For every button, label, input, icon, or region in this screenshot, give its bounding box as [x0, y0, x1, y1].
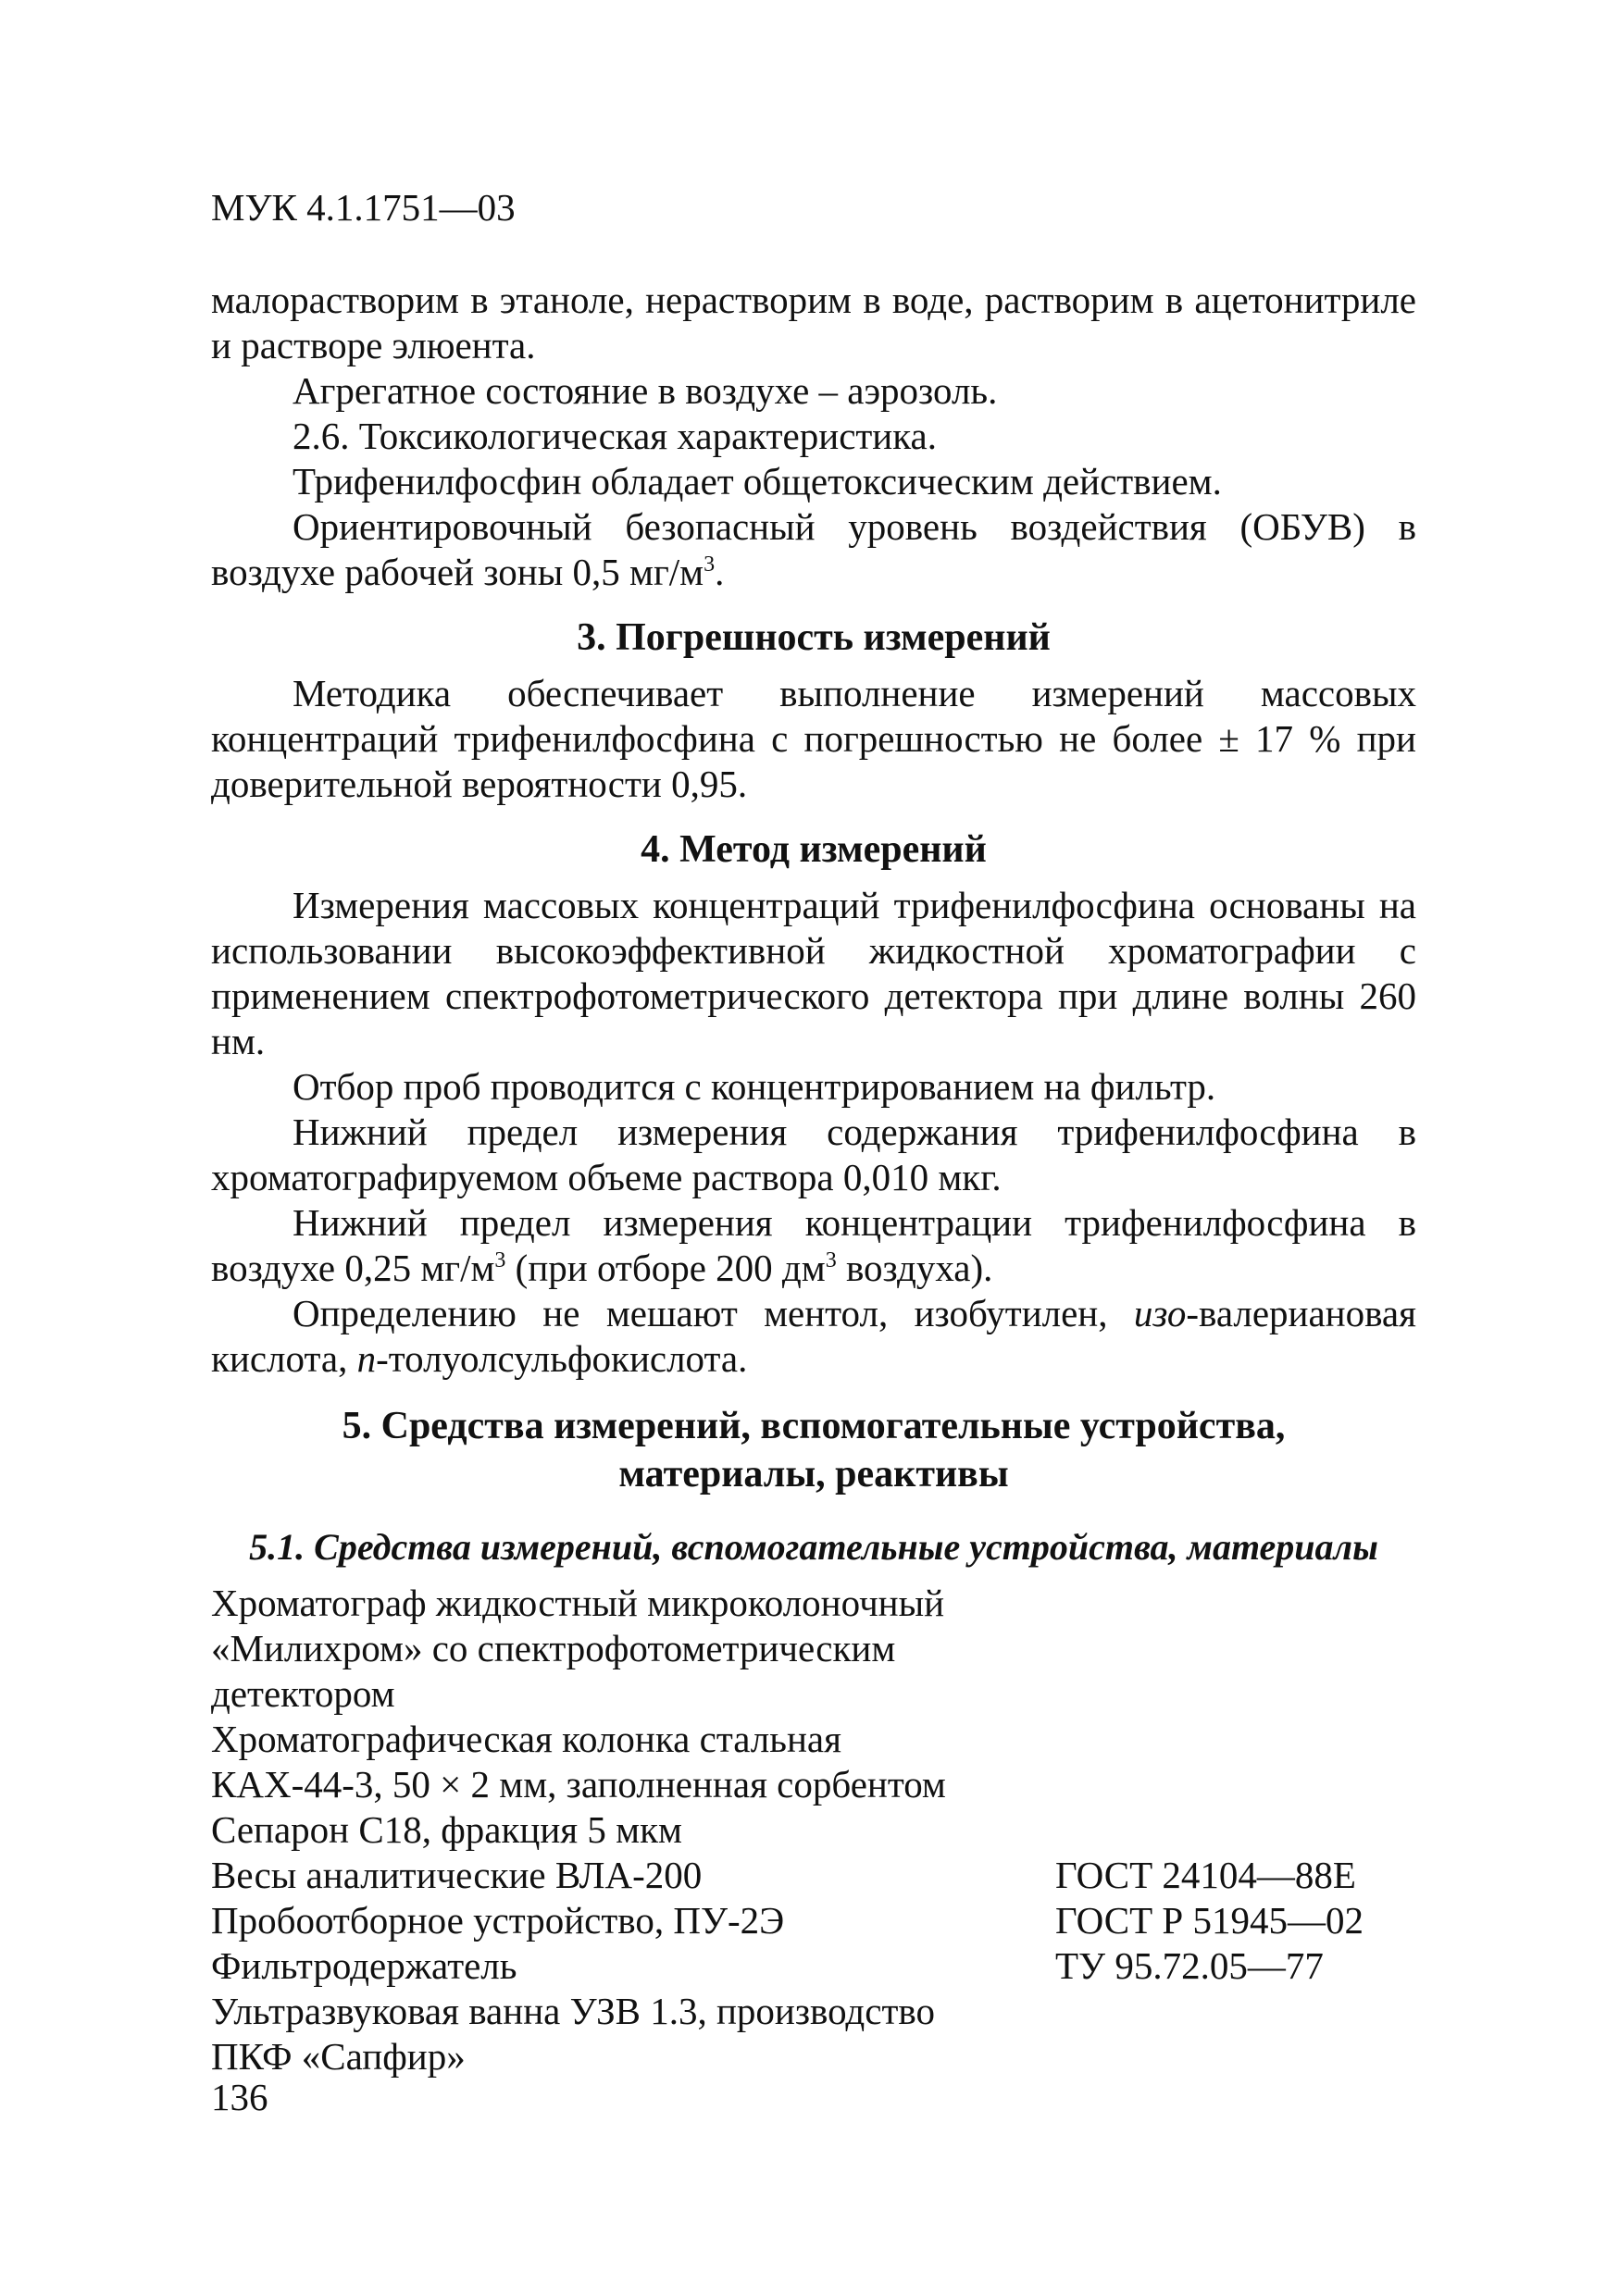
section-5-title-line-2: материалы, реактивы	[618, 1453, 1009, 1496]
p4-text-c: воздуха).	[836, 1247, 993, 1289]
equipment-standard	[1055, 1717, 1416, 1853]
section-4-title: 4. Метод измерений	[641, 828, 987, 871]
page-body	[211, 278, 1416, 2079]
subsection-5-1-title: 5.1. Средства измерений, вспомогательные устройства, материалы	[249, 1526, 1378, 1568]
equipment-row	[211, 1943, 1416, 1989]
paragraph-tox-heading: 2.6. Токсикологическая характеристика.	[293, 415, 937, 457]
section-4-p3: Нижний предел измерения содержания трифенилфосфина в хроматографируемом объеме раствора 0,010 мкг.	[211, 1111, 1416, 1198]
paragraph-aggregate-state: Агрегатное состояние в воздухе – аэрозоль.	[293, 369, 998, 412]
section-4-p4	[211, 1200, 1416, 1291]
equipment-name: Хроматографическая колонка стальная КАХ-44-3, 50 × 2 мм, заполненная сорбентом Сепарон С18, фракция 5 мкм	[211, 1718, 946, 1851]
equipment-name: Хроматограф жидкостный микроколоночный «Милихром» со спектрофотометрическим детектором	[211, 1582, 945, 1715]
obuv-superscript: 3	[704, 552, 716, 577]
p4-text-a: Нижний предел измерения концентрации трифенилфосфина в воздухе 0,25 мг/м	[211, 1201, 1416, 1289]
section-5-title	[211, 1402, 1416, 1498]
document-code: МУК 4.1.1751—03	[211, 186, 516, 229]
paragraph-solubility: малорастворим в этаноле, нерастворим в воде, растворим в ацетонитриле и растворе элюента.	[211, 279, 1416, 366]
p5-text-b: -валериановая кислота,	[211, 1292, 1416, 1380]
equipment-name: Весы аналитические ВЛА-200	[211, 1854, 703, 1896]
p4-text-b: (при отборе 200 дм	[505, 1247, 826, 1289]
equipment-row	[211, 1989, 1416, 2079]
equipment-name: Фильтродержатель	[211, 1944, 517, 1987]
page-number: 136	[211, 2076, 268, 2118]
equipment-list	[211, 1581, 1416, 2079]
section-4-p1: Измерения массовых концентраций трифенилфосфина основаны на использовании высокоэффективной жидкостной хроматографии с применением спектрофотометрического детектора при длине волны 260 нм.	[211, 884, 1416, 1062]
obuv-end: .	[715, 551, 725, 593]
paragraph-obuv	[211, 504, 1416, 595]
section-4-p5	[211, 1291, 1416, 1382]
p5-text-a: Определению не мешают ментол, изобутилен,	[293, 1292, 1134, 1334]
equipment-standard	[1055, 1989, 1416, 2079]
section-5-title-line-1: 5. Средства измерений, вспомогательные устройства,	[342, 1405, 1286, 1447]
p4-superscript-1: 3	[494, 1248, 506, 1272]
p4-superscript-2: 3	[825, 1248, 837, 1272]
paragraph-tox-text: Трифенилфосфин обладает общетоксическим действием.	[293, 460, 1222, 503]
section-3-text: Методика обеспечивает выполнение измерений массовых концентраций трифенилфосфина с погрешностью не более ± 17 % при доверительной вероятности 0,95.	[211, 672, 1416, 805]
section-4-p2: Отбор проб проводится с концентрированием на фильтр.	[293, 1065, 1216, 1108]
equipment-standard: ГОСТ Р 51945—02	[1055, 1899, 1364, 1942]
p5-text-c: -толуолсульфокислота.	[376, 1337, 748, 1380]
equipment-standard: ТУ 95.72.05—77	[1055, 1944, 1324, 1987]
equipment-standard	[1055, 1581, 1416, 1717]
equipment-name: Пробоотборное устройство, ПУ-2Э	[211, 1899, 785, 1942]
equipment-standard: ГОСТ 24104—88Е	[1055, 1854, 1356, 1896]
equipment-row	[211, 1898, 1416, 1943]
equipment-row	[211, 1853, 1416, 1898]
equipment-row	[211, 1581, 1416, 1717]
equipment-row	[211, 1717, 1416, 1853]
p5-n-italic: n	[356, 1337, 377, 1380]
equipment-name: Ультразвуковая ванна УЗВ 1.3, производство ПКФ «Сапфир»	[211, 1990, 935, 2078]
section-3-title: 3. Погрешность измерений	[577, 616, 1051, 659]
obuv-text: Ориентировочный безопасный уровень воздействия (ОБУВ) в воздухе рабочей зоны 0,5 мг/м	[211, 505, 1416, 593]
p5-iso-italic: изо	[1133, 1292, 1187, 1334]
